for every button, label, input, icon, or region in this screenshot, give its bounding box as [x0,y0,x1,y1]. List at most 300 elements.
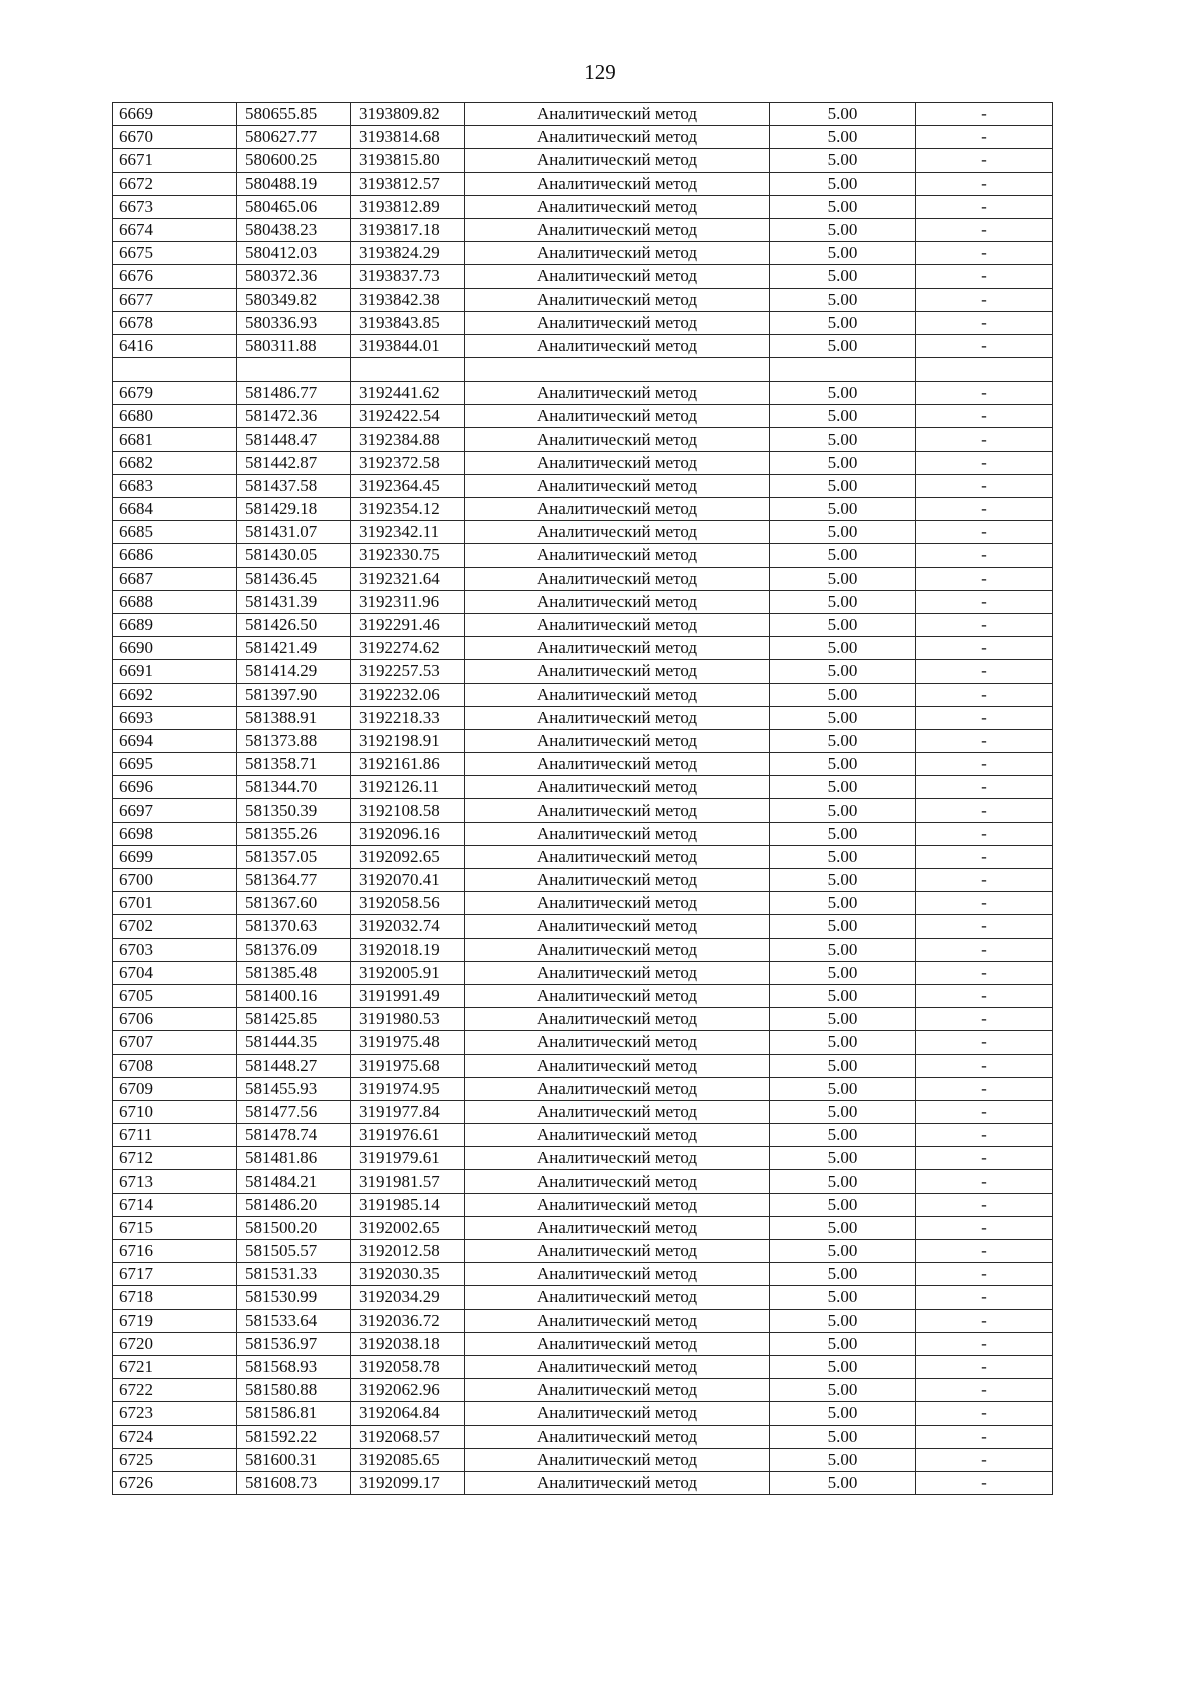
note-cell: - [916,103,1053,126]
point-id-cell: 6707 [113,1031,237,1054]
accuracy-cell: 5.00 [770,1263,916,1286]
method-cell: Аналитический метод [465,567,770,590]
table-row [113,265,1053,288]
y-coordinate-cell: 3192058.78 [351,1355,465,1378]
table-row [113,1355,1053,1378]
note-cell: - [916,961,1053,984]
note-cell: - [916,1240,1053,1263]
point-id-cell: 6677 [113,288,237,311]
note-cell: - [916,126,1053,149]
y-coordinate-cell: 3192126.11 [351,776,465,799]
method-cell: Аналитический метод [465,126,770,149]
table-row [113,1008,1053,1031]
point-id-cell: 6689 [113,613,237,636]
x-coordinate-cell: 580655.85 [237,103,351,126]
table-row [113,288,1053,311]
method-cell: Аналитический метод [465,1355,770,1378]
table-row [113,845,1053,868]
point-id-cell: 6670 [113,126,237,149]
method-cell: Аналитический метод [465,1170,770,1193]
table-row [113,1193,1053,1216]
accuracy-cell: 5.00 [770,544,916,567]
y-coordinate-cell: 3191974.95 [351,1077,465,1100]
table-row [113,753,1053,776]
table-row [113,1054,1053,1077]
y-coordinate-cell: 3192092.65 [351,845,465,868]
method-cell: Аналитический метод [465,1193,770,1216]
y-coordinate-cell: 3193815.80 [351,149,465,172]
x-coordinate-cell: 581478.74 [237,1124,351,1147]
method-cell: Аналитический метод [465,753,770,776]
table-row [113,521,1053,544]
accuracy-cell: 5.00 [770,1355,916,1378]
y-coordinate-cell: 3193817.18 [351,218,465,241]
point-id-cell: 6695 [113,753,237,776]
x-coordinate-cell: 581400.16 [237,984,351,1007]
x-coordinate-cell: 581486.77 [237,382,351,405]
x-coordinate-cell: 580600.25 [237,149,351,172]
method-cell: Аналитический метод [465,218,770,241]
note-cell: - [916,1402,1053,1425]
point-id-cell: 6722 [113,1379,237,1402]
method-cell: Аналитический метод [465,637,770,660]
coordinates-table-body [113,103,1053,1495]
y-coordinate-cell: 3192058.56 [351,892,465,915]
point-id-cell: 6675 [113,242,237,265]
x-coordinate-cell: 580438.23 [237,218,351,241]
method-cell: Аналитический метод [465,265,770,288]
point-id-cell: 6688 [113,590,237,613]
note-cell: - [916,637,1053,660]
method-cell: Аналитический метод [465,1286,770,1309]
method-cell: Аналитический метод [465,799,770,822]
y-coordinate-cell: 3192005.91 [351,961,465,984]
method-cell: Аналитический метод [465,1147,770,1170]
y-coordinate-cell: 3192018.19 [351,938,465,961]
y-coordinate-cell: 3192099.17 [351,1471,465,1494]
table-row [113,1216,1053,1239]
point-id-cell: 6715 [113,1216,237,1239]
point-id-cell: 6703 [113,938,237,961]
accuracy-cell: 5.00 [770,799,916,822]
method-cell: Аналитический метод [465,660,770,683]
point-id-cell: 6701 [113,892,237,915]
accuracy-cell: 5.00 [770,1216,916,1239]
accuracy-cell: 5.00 [770,288,916,311]
y-coordinate-cell: 3192198.91 [351,729,465,752]
accuracy-cell: 5.00 [770,451,916,474]
y-coordinate-cell: 3192232.06 [351,683,465,706]
table-row [113,1379,1053,1402]
method-cell: Аналитический метод [465,938,770,961]
table-row [113,1031,1053,1054]
accuracy-cell: 5.00 [770,195,916,218]
method-cell: Аналитический метод [465,822,770,845]
x-coordinate-cell: 581429.18 [237,498,351,521]
table-row [113,799,1053,822]
method-cell: Аналитический метод [465,1008,770,1031]
accuracy-cell: 5.00 [770,149,916,172]
method-cell: Аналитический метод [465,242,770,265]
y-coordinate-cell: 3192354.12 [351,498,465,521]
note-cell: - [916,1077,1053,1100]
x-coordinate-cell: 581385.48 [237,961,351,984]
note-cell: - [916,753,1053,776]
note-cell: - [916,1054,1053,1077]
table-row [113,776,1053,799]
accuracy-cell: 5.00 [770,103,916,126]
note-cell: - [916,405,1053,428]
x-coordinate-cell: 581357.05 [237,845,351,868]
note-cell: - [916,1170,1053,1193]
x-coordinate-cell: 581531.33 [237,1263,351,1286]
point-id-cell: 6681 [113,428,237,451]
method-cell: Аналитический метод [465,521,770,544]
empty-cell [237,358,351,382]
accuracy-cell: 5.00 [770,660,916,683]
method-cell: Аналитический метод [465,1240,770,1263]
x-coordinate-cell: 580465.06 [237,195,351,218]
x-coordinate-cell: 581430.05 [237,544,351,567]
x-coordinate-cell: 581436.45 [237,567,351,590]
x-coordinate-cell: 581431.07 [237,521,351,544]
method-cell: Аналитический метод [465,195,770,218]
table-row [113,1448,1053,1471]
y-coordinate-cell: 3192274.62 [351,637,465,660]
x-coordinate-cell: 581364.77 [237,869,351,892]
y-coordinate-cell: 3191975.68 [351,1054,465,1077]
method-cell: Аналитический метод [465,1309,770,1332]
accuracy-cell: 5.00 [770,265,916,288]
table-row [113,660,1053,683]
y-coordinate-cell: 3193843.85 [351,311,465,334]
accuracy-cell: 5.00 [770,1170,916,1193]
y-coordinate-cell: 3192002.65 [351,1216,465,1239]
method-cell: Аналитический метод [465,1031,770,1054]
point-id-cell: 6683 [113,474,237,497]
y-coordinate-cell: 3192384.88 [351,428,465,451]
point-id-cell: 6693 [113,706,237,729]
point-id-cell: 6700 [113,869,237,892]
note-cell: - [916,845,1053,868]
point-id-cell: 6726 [113,1471,237,1494]
accuracy-cell: 5.00 [770,613,916,636]
table-row [113,706,1053,729]
point-id-cell: 6416 [113,334,237,357]
y-coordinate-cell: 3191976.61 [351,1124,465,1147]
point-id-cell: 6694 [113,729,237,752]
note-cell: - [916,218,1053,241]
accuracy-cell: 5.00 [770,311,916,334]
x-coordinate-cell: 581472.36 [237,405,351,428]
note-cell: - [916,683,1053,706]
x-coordinate-cell: 581437.58 [237,474,351,497]
accuracy-cell: 5.00 [770,915,916,938]
note-cell: - [916,451,1053,474]
point-id-cell: 6671 [113,149,237,172]
method-cell: Аналитический метод [465,1263,770,1286]
note-cell: - [916,195,1053,218]
empty-cell [916,358,1053,382]
table-row [113,915,1053,938]
point-id-cell: 6682 [113,451,237,474]
x-coordinate-cell: 581355.26 [237,822,351,845]
x-coordinate-cell: 581376.09 [237,938,351,961]
note-cell: - [916,521,1053,544]
y-coordinate-cell: 3193809.82 [351,103,465,126]
accuracy-cell: 5.00 [770,1008,916,1031]
y-coordinate-cell: 3192108.58 [351,799,465,822]
method-cell: Аналитический метод [465,892,770,915]
accuracy-cell: 5.00 [770,706,916,729]
note-cell: - [916,334,1053,357]
method-cell: Аналитический метод [465,428,770,451]
note-cell: - [916,892,1053,915]
x-coordinate-cell: 580336.93 [237,311,351,334]
y-coordinate-cell: 3192085.65 [351,1448,465,1471]
x-coordinate-cell: 580349.82 [237,288,351,311]
table-row [113,218,1053,241]
accuracy-cell: 5.00 [770,1332,916,1355]
x-coordinate-cell: 581448.47 [237,428,351,451]
x-coordinate-cell: 581370.63 [237,915,351,938]
table-row [113,822,1053,845]
method-cell: Аналитический метод [465,1471,770,1494]
note-cell: - [916,498,1053,521]
table-separator-row [113,358,1053,382]
y-coordinate-cell: 3192330.75 [351,544,465,567]
accuracy-cell: 5.00 [770,938,916,961]
y-coordinate-cell: 3193837.73 [351,265,465,288]
x-coordinate-cell: 581442.87 [237,451,351,474]
note-cell: - [916,474,1053,497]
point-id-cell: 6678 [113,311,237,334]
note-cell: - [916,1425,1053,1448]
note-cell: - [916,311,1053,334]
note-cell: - [916,544,1053,567]
table-row [113,683,1053,706]
table-row [113,242,1053,265]
point-id-cell: 6672 [113,172,237,195]
accuracy-cell: 5.00 [770,126,916,149]
y-coordinate-cell: 3191977.84 [351,1100,465,1123]
note-cell: - [916,590,1053,613]
x-coordinate-cell: 581568.93 [237,1355,351,1378]
x-coordinate-cell: 581350.39 [237,799,351,822]
note-cell: - [916,1379,1053,1402]
note-cell: - [916,1471,1053,1494]
x-coordinate-cell: 581448.27 [237,1054,351,1077]
accuracy-cell: 5.00 [770,428,916,451]
method-cell: Аналитический метод [465,683,770,706]
y-coordinate-cell: 3192064.84 [351,1402,465,1425]
x-coordinate-cell: 581486.20 [237,1193,351,1216]
note-cell: - [916,1448,1053,1471]
y-coordinate-cell: 3193842.38 [351,288,465,311]
empty-cell [770,358,916,382]
method-cell: Аналитический метод [465,103,770,126]
table-row [113,311,1053,334]
point-id-cell: 6673 [113,195,237,218]
note-cell: - [916,869,1053,892]
note-cell: - [916,288,1053,311]
point-id-cell: 6713 [113,1170,237,1193]
method-cell: Аналитический метод [465,1077,770,1100]
accuracy-cell: 5.00 [770,845,916,868]
coordinates-table [112,102,1053,1495]
x-coordinate-cell: 581600.31 [237,1448,351,1471]
table-row [113,1425,1053,1448]
note-cell: - [916,1355,1053,1378]
method-cell: Аналитический метод [465,729,770,752]
note-cell: - [916,613,1053,636]
y-coordinate-cell: 3191981.57 [351,1170,465,1193]
accuracy-cell: 5.00 [770,683,916,706]
accuracy-cell: 5.00 [770,1100,916,1123]
note-cell: - [916,938,1053,961]
method-cell: Аналитический метод [465,172,770,195]
table-row [113,1332,1053,1355]
table-row [113,1077,1053,1100]
note-cell: - [916,915,1053,938]
point-id-cell: 6669 [113,103,237,126]
x-coordinate-cell: 581367.60 [237,892,351,915]
x-coordinate-cell: 580372.36 [237,265,351,288]
table-row [113,195,1053,218]
x-coordinate-cell: 580412.03 [237,242,351,265]
x-coordinate-cell: 581358.71 [237,753,351,776]
y-coordinate-cell: 3192441.62 [351,382,465,405]
table-row [113,544,1053,567]
point-id-cell: 6674 [113,218,237,241]
table-row [113,961,1053,984]
method-cell: Аналитический метод [465,776,770,799]
method-cell: Аналитический метод [465,845,770,868]
accuracy-cell: 5.00 [770,1379,916,1402]
table-row [113,498,1053,521]
table-row [113,1471,1053,1494]
point-id-cell: 6721 [113,1355,237,1378]
x-coordinate-cell: 581500.20 [237,1216,351,1239]
table-row [113,613,1053,636]
accuracy-cell: 5.00 [770,382,916,405]
accuracy-cell: 5.00 [770,172,916,195]
accuracy-cell: 5.00 [770,984,916,1007]
table-row [113,938,1053,961]
accuracy-cell: 5.00 [770,1425,916,1448]
x-coordinate-cell: 581431.39 [237,590,351,613]
note-cell: - [916,776,1053,799]
accuracy-cell: 5.00 [770,892,916,915]
accuracy-cell: 5.00 [770,637,916,660]
table-row [113,103,1053,126]
x-coordinate-cell: 581592.22 [237,1425,351,1448]
empty-cell [351,358,465,382]
y-coordinate-cell: 3192422.54 [351,405,465,428]
accuracy-cell: 5.00 [770,1309,916,1332]
table-row [113,1402,1053,1425]
method-cell: Аналитический метод [465,1124,770,1147]
note-cell: - [916,1147,1053,1170]
point-id-cell: 6676 [113,265,237,288]
point-id-cell: 6723 [113,1402,237,1425]
y-coordinate-cell: 3192070.41 [351,869,465,892]
note-cell: - [916,706,1053,729]
point-id-cell: 6724 [113,1425,237,1448]
accuracy-cell: 5.00 [770,822,916,845]
table-row [113,451,1053,474]
note-cell: - [916,265,1053,288]
method-cell: Аналитический метод [465,1332,770,1355]
y-coordinate-cell: 3192161.86 [351,753,465,776]
x-coordinate-cell: 581344.70 [237,776,351,799]
x-coordinate-cell: 581530.99 [237,1286,351,1309]
x-coordinate-cell: 581397.90 [237,683,351,706]
table-row [113,567,1053,590]
x-coordinate-cell: 581608.73 [237,1471,351,1494]
table-row [113,474,1053,497]
x-coordinate-cell: 581477.56 [237,1100,351,1123]
table-row [113,1309,1053,1332]
y-coordinate-cell: 3193824.29 [351,242,465,265]
method-cell: Аналитический метод [465,1100,770,1123]
method-cell: Аналитический метод [465,961,770,984]
note-cell: - [916,799,1053,822]
table-row [113,1124,1053,1147]
point-id-cell: 6719 [113,1309,237,1332]
accuracy-cell: 5.00 [770,776,916,799]
y-coordinate-cell: 3192034.29 [351,1286,465,1309]
point-id-cell: 6717 [113,1263,237,1286]
note-cell: - [916,428,1053,451]
method-cell: Аналитический метод [465,590,770,613]
x-coordinate-cell: 581505.57 [237,1240,351,1263]
y-coordinate-cell: 3192096.16 [351,822,465,845]
accuracy-cell: 5.00 [770,753,916,776]
y-coordinate-cell: 3192036.72 [351,1309,465,1332]
y-coordinate-cell: 3191980.53 [351,1008,465,1031]
point-id-cell: 6710 [113,1100,237,1123]
x-coordinate-cell: 580627.77 [237,126,351,149]
method-cell: Аналитический метод [465,869,770,892]
method-cell: Аналитический метод [465,498,770,521]
point-id-cell: 6699 [113,845,237,868]
point-id-cell: 6706 [113,1008,237,1031]
method-cell: Аналитический метод [465,474,770,497]
method-cell: Аналитический метод [465,544,770,567]
y-coordinate-cell: 3191985.14 [351,1193,465,1216]
table-row [113,172,1053,195]
note-cell: - [916,1100,1053,1123]
table-row [113,334,1053,357]
point-id-cell: 6684 [113,498,237,521]
method-cell: Аналитический метод [465,1379,770,1402]
point-id-cell: 6725 [113,1448,237,1471]
method-cell: Аналитический метод [465,706,770,729]
table-row [113,1263,1053,1286]
note-cell: - [916,172,1053,195]
method-cell: Аналитический метод [465,334,770,357]
accuracy-cell: 5.00 [770,961,916,984]
x-coordinate-cell: 581481.86 [237,1147,351,1170]
point-id-cell: 6712 [113,1147,237,1170]
y-coordinate-cell: 3192062.96 [351,1379,465,1402]
table-row [113,637,1053,660]
accuracy-cell: 5.00 [770,1193,916,1216]
method-cell: Аналитический метод [465,451,770,474]
point-id-cell: 6690 [113,637,237,660]
note-cell: - [916,1008,1053,1031]
